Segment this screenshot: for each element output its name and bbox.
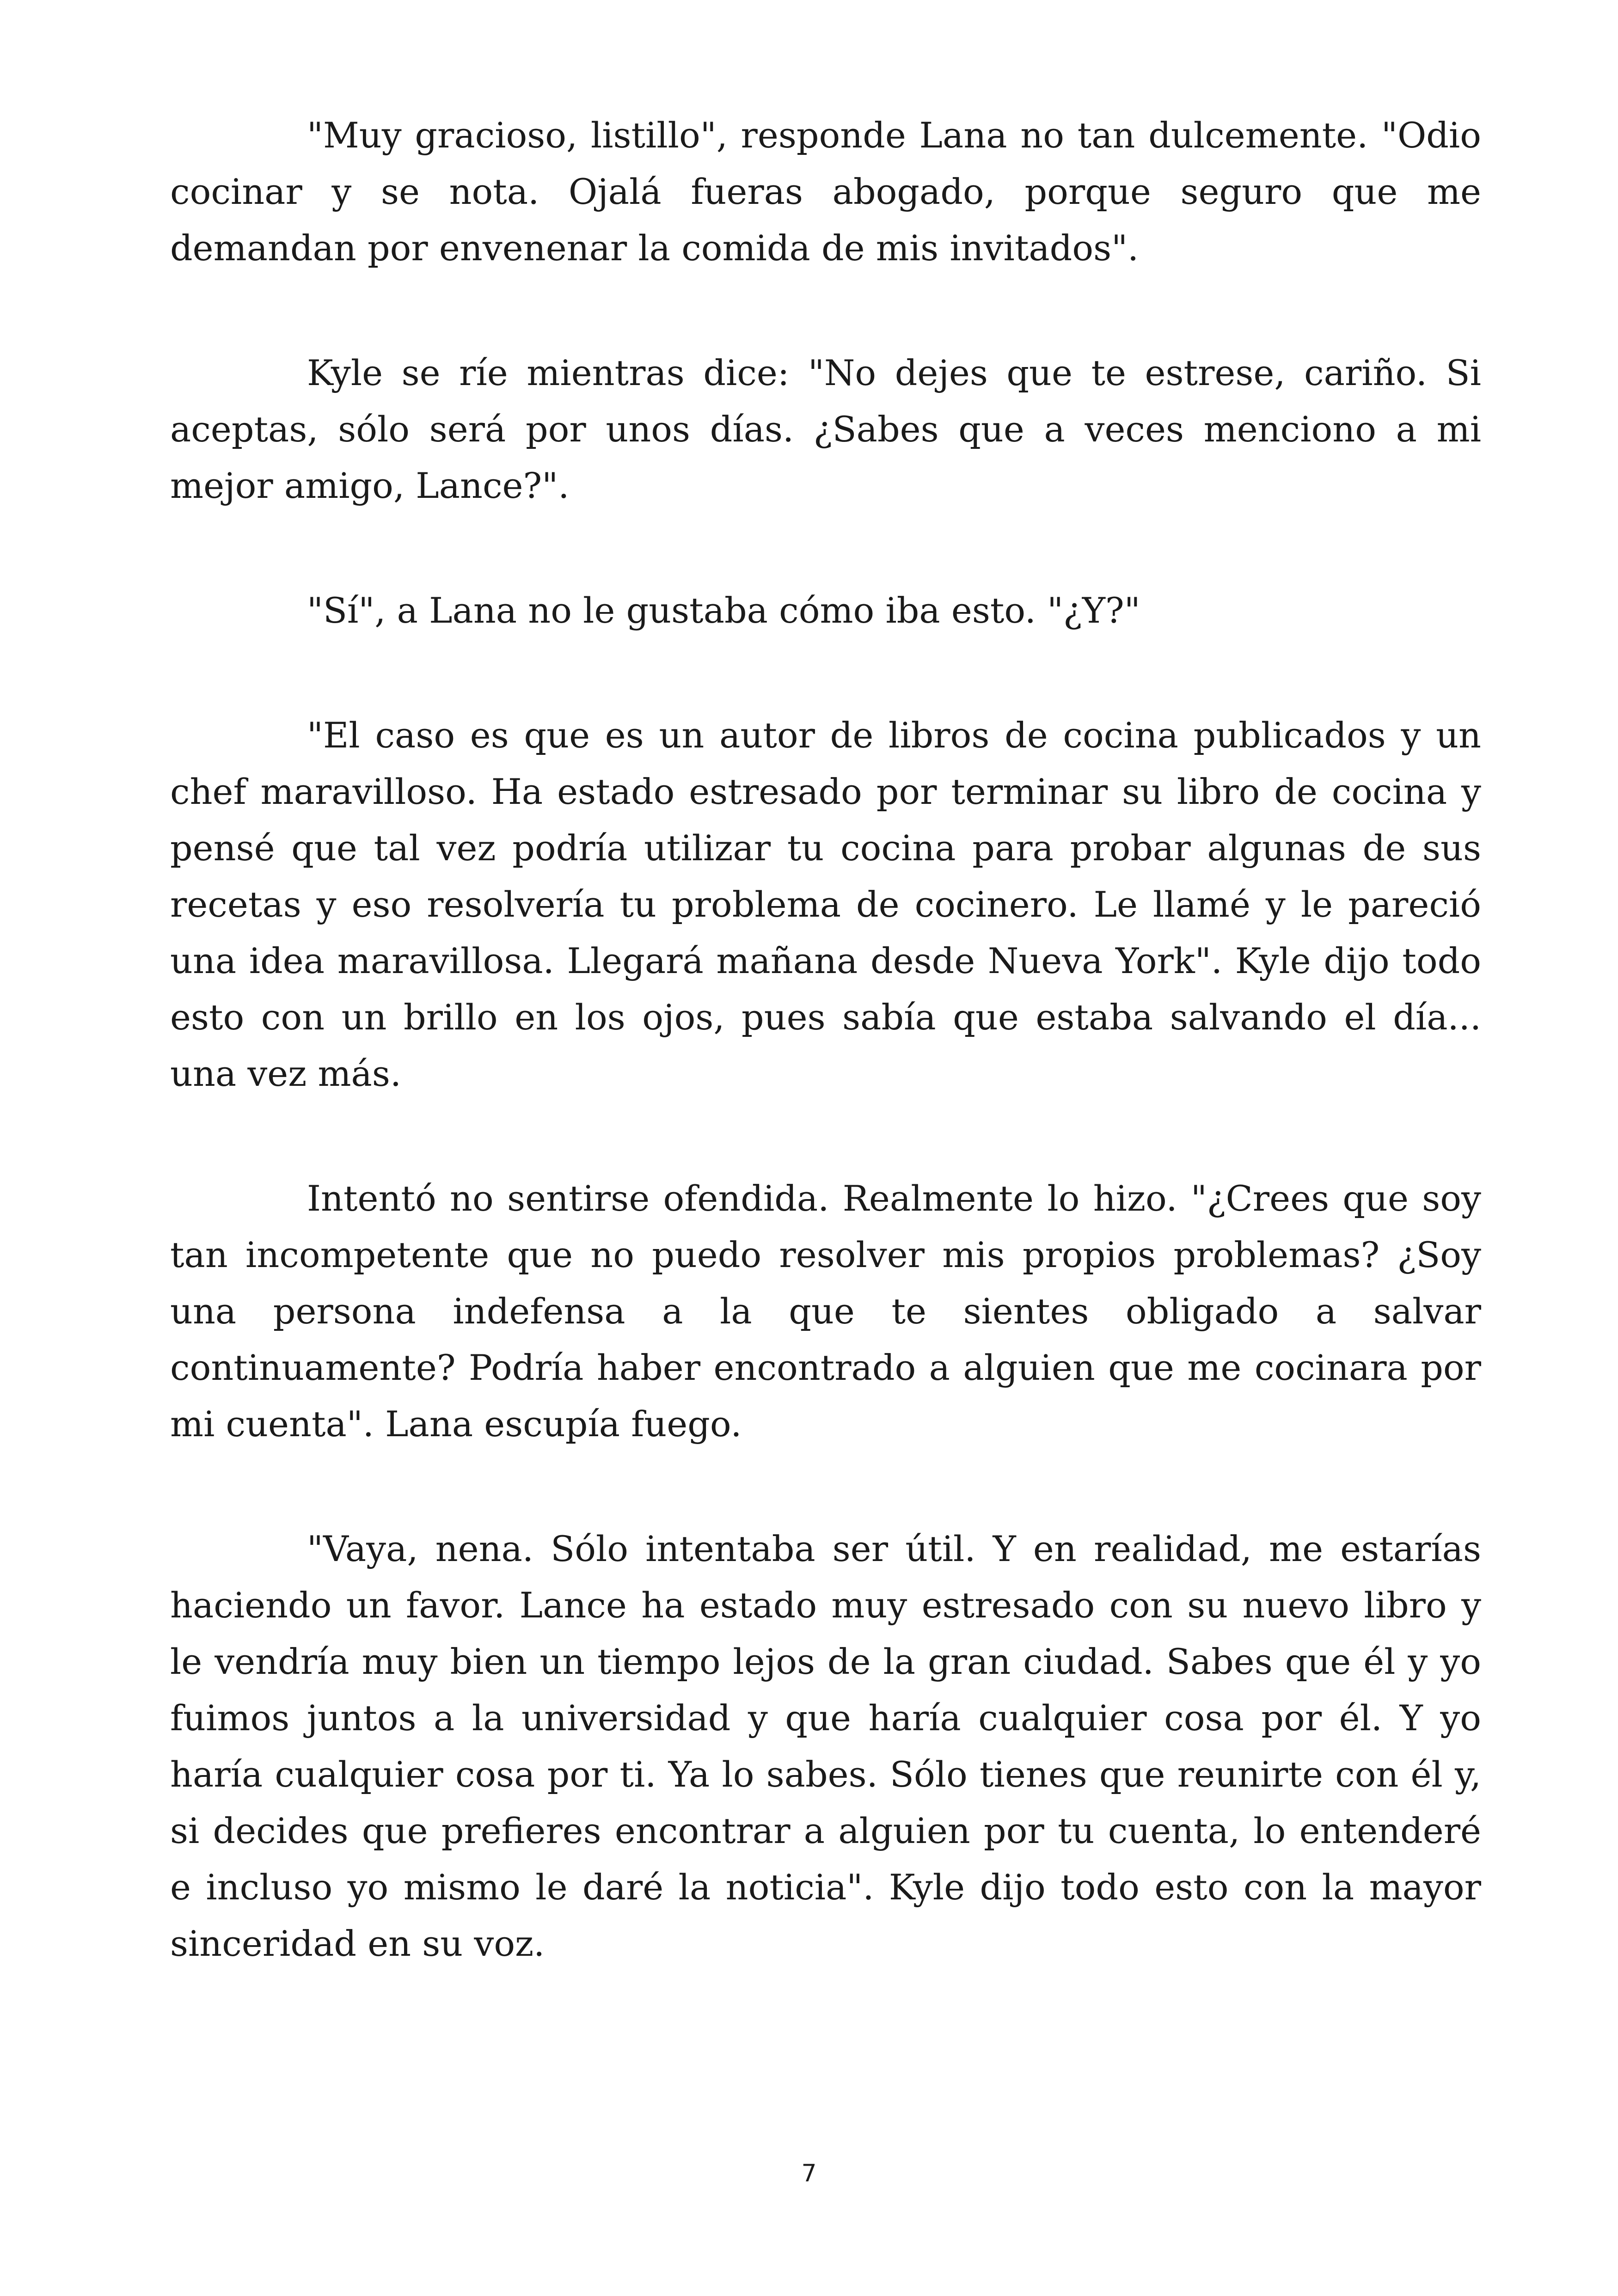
paragraph-1: "Muy gracioso, listillo", responde Lana no tan dulcemente. "Odio cocinar y se nota. Ojalá fueras abogado, porque seguro que me demandan por envenenar la comida de mis invitados". [170, 115, 1481, 269]
body-text [170, 107, 1481, 2040]
paragraph-6: "Vaya, nena. Sólo intentaba ser útil. Y en realidad, me estarías haciendo un favor. Lance ha estado muy estresado con su nuevo libro y le vendría muy bien un tiempo lejos de la gran ciudad. Sabes que él y yo fuimos juntos a la universidad y que haría cualquier cosa por él. Y yo haría cualquier cosa por ti. Ya lo sabes. Sólo tienes que reunirte con él y, si decides que prefieres encontrar a alguien por tu cuenta, lo entenderé e incluso yo mismo le daré la noticia". Kyle dijo todo esto con la mayor sinceridad en su voz. [170, 1528, 1481, 1964]
paragraph-4: "El caso es que es un autor de libros de cocina publicados y un chef maravilloso. Ha estado estresado por terminar su libro de cocina y pensé que tal vez podría utilizar tu cocina para probar algunas de sus recetas y eso resolvería tu problema de cocinero. Le llamé y le pareció una idea maravillosa. Llegará mañana desde Nueva York". Kyle dijo todo esto con un brillo en los ojos, pues sabía que estaba salvando el día... una vez más. [170, 715, 1481, 1094]
page-number: 7 [801, 2160, 817, 2187]
paragraph-5: Intentó no sentirse ofendida. Realmente lo hizo. "¿Crees que soy tan incompetente que no puedo resolver mis propios problemas? ¿Soy una persona indefensa a la que te sientes obligado a salvar continuamente? Podría haber encontrado a alguien que me cocinara por mi cuenta". Lana escupía fuego. [170, 1178, 1481, 1445]
paragraph-3: "Sí", a Lana no le gustaba cómo iba esto. "¿Y?" [307, 590, 1140, 631]
paragraph-2: Kyle se ríe mientras dice: "No dejes que te estrese, cariño. Si aceptas, sólo será por unos días. ¿Sabes que a veces menciono a mi mejor amigo, Lance?". [170, 352, 1481, 506]
